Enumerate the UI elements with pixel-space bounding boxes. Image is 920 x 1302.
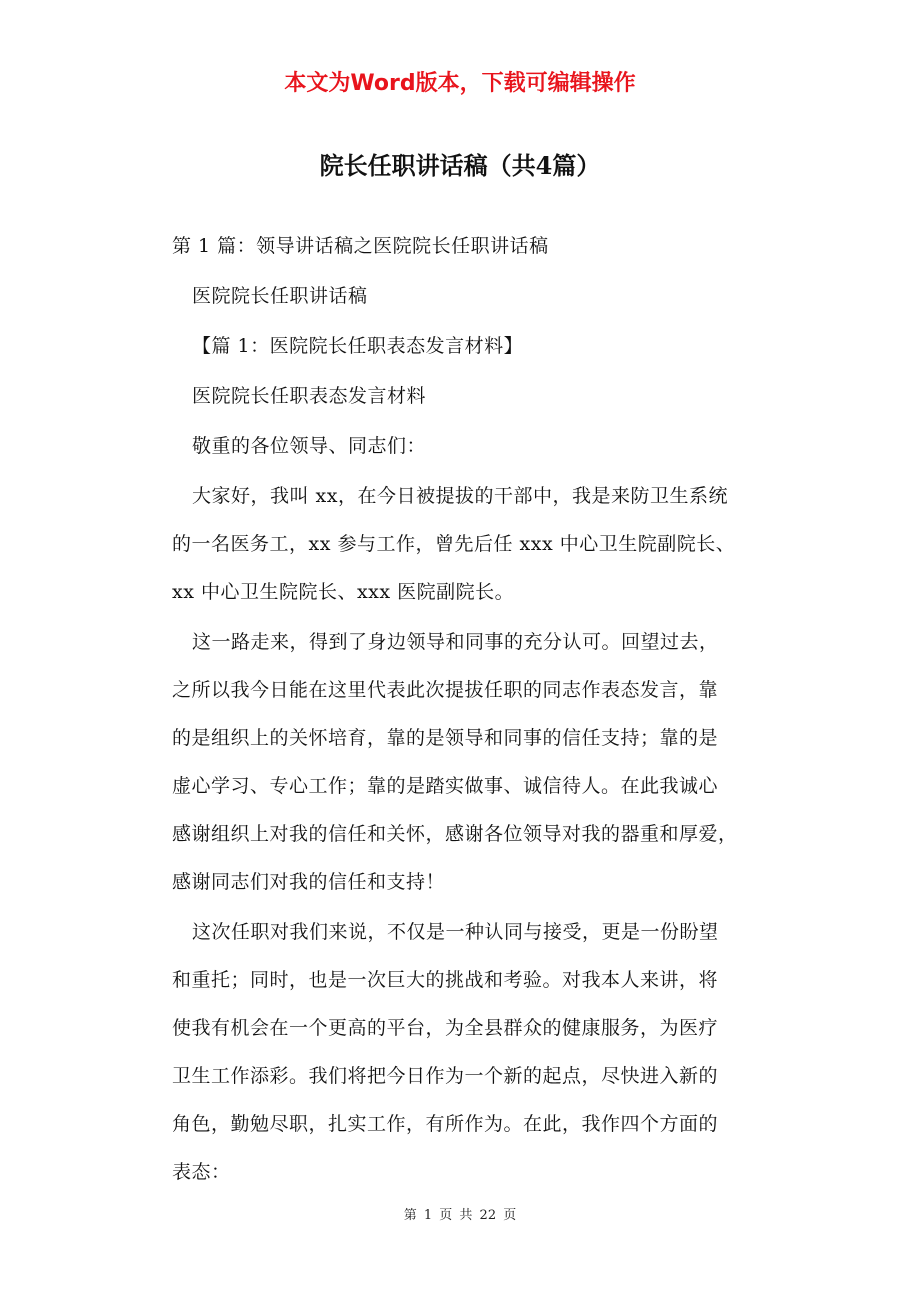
paragraph xyxy=(172,272,784,320)
text-line: xx 中心卫生院院长、xxx 医院副院长。 xyxy=(172,581,515,603)
text-line: 和重托；同时，也是一次巨大的挑战和考验。对我本人来讲，将 xyxy=(172,969,719,991)
text-line: 虚心学习、专心工作；靠的是踏实做事、诚信待人。在此我诚心 xyxy=(172,775,719,797)
text-line: 医院院长任职讲话稿 xyxy=(192,285,368,307)
text-line: 的是组织上的关怀培育，靠的是领导和同事的信任支持；靠的是 xyxy=(172,727,719,749)
text-line: 使我有机会在一个更高的平台，为全县群众的健康服务，为医疗 xyxy=(172,1017,719,1039)
paragraph xyxy=(172,472,784,616)
text-line: 大家好，我叫 xx，在今日被提拔的干部中，我是来防卫生系统 xyxy=(192,485,728,507)
text-line: 角色，勤勉尽职，扎实工作，有所作为。在此，我作四个方面的 xyxy=(172,1113,719,1135)
paragraph xyxy=(172,322,784,370)
paragraph xyxy=(172,372,784,420)
download-notice-banner: 本文为Word版本，下载可编辑操作 xyxy=(284,71,636,96)
paragraph xyxy=(172,222,784,270)
text-line: 感谢同志们对我的信任和支持！ xyxy=(172,871,446,893)
text-line: 感谢组织上对我的信任和关怀，感谢各位领导对我的器重和厚爱， xyxy=(172,823,738,845)
text-line: 之所以我今日能在这里代表此次提拔任职的同志作表态发言，靠 xyxy=(172,679,719,701)
text-line: 【篇 1：医院院长任职表态发言材料】 xyxy=(192,335,524,357)
text-line: 第 1 篇：领导讲话稿之医院院长任职讲话稿 xyxy=(172,235,549,257)
page-number-footer: 第 1 页 共 22 页 xyxy=(403,1208,517,1223)
paragraph xyxy=(172,422,784,470)
text-line: 这次任职对我们来说，不仅是一种认同与接受，更是一份盼望 xyxy=(192,921,719,943)
paragraph xyxy=(172,618,784,906)
text-line: 这一路走来，得到了身边领导和同事的充分认可。回望过去， xyxy=(192,631,719,653)
paragraph xyxy=(172,908,784,1196)
text-line: 医院院长任职表态发言材料 xyxy=(192,385,427,407)
text-line: 表态： xyxy=(172,1161,231,1183)
document-title: 院长任职讲话稿（共4篇） xyxy=(319,151,601,180)
text-line: 的一名医务工，xx 参与工作，曾先后任 xxx 中心卫生院副院长、 xyxy=(172,533,736,555)
text-line: 卫生工作添彩。我们将把今日作为一个新的起点，尽快进入新的 xyxy=(172,1065,719,1087)
document-body xyxy=(172,222,784,1196)
text-line: 敬重的各位领导、同志们： xyxy=(192,435,427,457)
